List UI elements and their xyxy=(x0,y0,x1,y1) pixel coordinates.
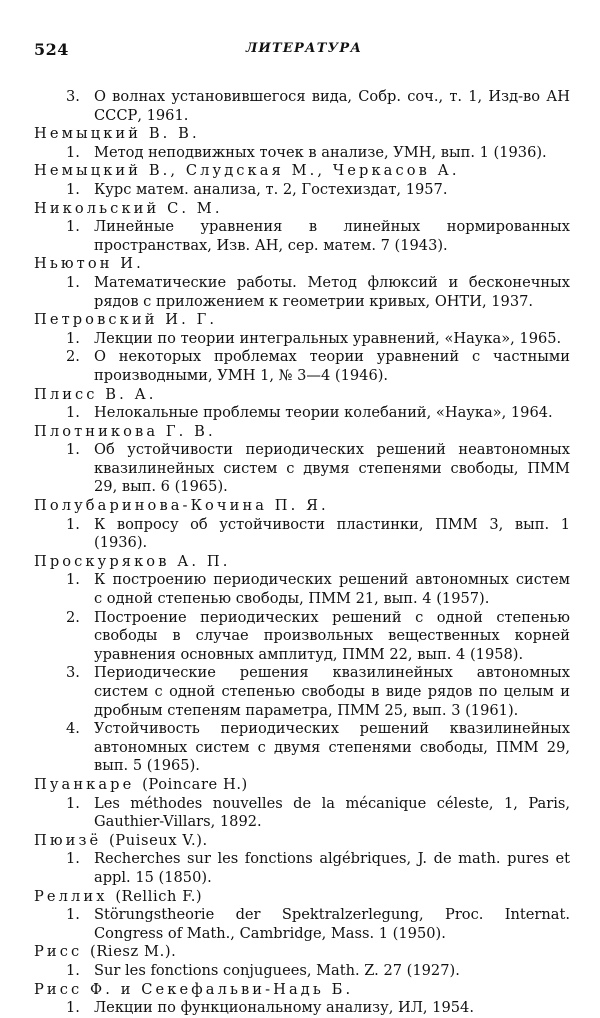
bib-entry xyxy=(34,88,570,125)
entry-number: 4. xyxy=(66,720,80,738)
author-name: Проскуряков А. П. xyxy=(34,552,231,570)
author-name: Рисс xyxy=(34,943,83,961)
entry-number: 2. xyxy=(66,608,80,626)
author-heading xyxy=(34,497,570,516)
entry-text: К построению периодических решений автономных систем с одной степенью свободы, ПММ 21, вып. 4 (1957). xyxy=(94,571,570,608)
entry-number: 1. xyxy=(66,999,80,1017)
bib-entry xyxy=(34,218,570,255)
author-name: Петровский И. Г. xyxy=(34,311,218,329)
entry-number: 3. xyxy=(66,664,80,682)
author-name: Немыцкий В., Слудская М., Черкасов А. xyxy=(34,162,460,180)
entry-text: Линейные уравнения в линейных нормированных пространствах, Изв. АН, сер. матем. 7 (1943). xyxy=(94,218,570,254)
entry-number: 1. xyxy=(66,850,80,868)
bib-entry xyxy=(34,906,570,943)
entry-text: Курс матем. анализа, т. 2, Гостехиздат, 1957. xyxy=(94,180,448,198)
author-name: Немыцкий В. В. xyxy=(34,125,200,143)
bib-entry xyxy=(34,609,570,665)
entry-number: 1. xyxy=(66,273,80,291)
bib-entry xyxy=(34,348,570,385)
author-name: Пуанкаре xyxy=(34,775,135,793)
entry-number: 1. xyxy=(66,906,80,924)
page-number: 524 xyxy=(34,40,69,59)
entry-text: Sur les fonctions conjuguees, Math. Z. 27 (1927). xyxy=(94,961,460,979)
entry-number: 3. xyxy=(66,88,80,105)
entry-text: Построение периодических решений с одной степенью свободы в случае произвольных вещественных корней уравнения основных амплитуд, ПММ 22, вып. 4 (1958). xyxy=(94,608,570,663)
author-heading xyxy=(34,386,570,405)
entry-text: О волнах установившегося вида, Собр. соч., т. 1, Изд-во АН СССР, 1961. xyxy=(94,88,570,124)
author-heading xyxy=(34,832,570,851)
author-heading xyxy=(34,162,570,181)
entry-text: Störungstheorie der Spektralzerlegung, Proc. Internat. Congress of Math., Cambridge, Mass. 1 (1950). xyxy=(94,906,570,942)
author-heading xyxy=(34,888,570,907)
author-latin-name: (Puiseux V.). xyxy=(109,831,208,849)
bib-entry xyxy=(34,962,570,981)
entry-number: 1. xyxy=(66,571,80,589)
entry-text: Математические работы. Метод флюксий и бесконечных рядов с приложением к геометрии кривых, ОНТИ, 1937. xyxy=(94,273,570,310)
entry-text: Лекции по теории интегральных уравнений, «Наука», 1965. xyxy=(94,329,562,347)
entry-text: Лекции по функциональному анализу, ИЛ, 1954. xyxy=(94,999,474,1017)
author-heading xyxy=(34,553,570,572)
author-heading xyxy=(34,943,570,962)
author-heading xyxy=(34,125,570,144)
entry-number: 1. xyxy=(66,515,80,533)
bib-entry xyxy=(34,516,570,553)
bib-entry xyxy=(34,571,570,608)
entry-number: 1. xyxy=(66,794,80,812)
author-name: Плисс В. А. xyxy=(34,385,157,403)
author-name: Полубаринова-Кочина П. Я. xyxy=(34,497,329,515)
bib-entry xyxy=(34,404,570,423)
author-heading xyxy=(34,776,570,795)
author-latin-name: (Riesz M.). xyxy=(90,943,177,961)
entry-number: 1. xyxy=(66,180,80,198)
author-heading xyxy=(34,981,570,1000)
entry-number: 1. xyxy=(66,143,80,161)
entry-text: К вопросу об устойчивости пластинки, ПММ 3, вып. 1 (1936). xyxy=(94,515,570,552)
entry-text: Recherches sur les fonctions algébriques, J. de math. pures et appl. 15 (1850). xyxy=(94,850,570,886)
bib-entry xyxy=(34,850,570,887)
entry-number: 1. xyxy=(66,329,80,347)
author-name: Рисс Ф. и Секефальви-Надь Б. xyxy=(34,980,354,998)
bib-entry xyxy=(34,795,570,832)
author-heading xyxy=(34,423,570,442)
entry-text: Устойчивость периодических решений квазилинейных автономных систем с двумя степенями свободы, ПММ 29, вып. 5 (1965). xyxy=(94,720,570,775)
bib-entry xyxy=(34,330,570,349)
entry-text: Нелокальные проблемы теории колебаний, «Наука», 1964. xyxy=(94,404,553,422)
author-heading xyxy=(34,255,570,274)
running-title: ЛИТЕРАТУРА xyxy=(245,41,363,56)
bib-entry xyxy=(34,181,570,200)
author-name: Плотникова Г. В. xyxy=(34,422,216,440)
bib-entry xyxy=(34,999,570,1018)
author-heading xyxy=(34,311,570,330)
entry-number: 1. xyxy=(66,441,80,459)
author-latin-name: (Poincare H.) xyxy=(142,775,248,793)
author-heading xyxy=(34,200,570,219)
author-latin-name: (Rellich F.) xyxy=(115,887,203,905)
author-name: Ньютон И. xyxy=(34,255,144,273)
author-name: Пюизё xyxy=(34,831,102,849)
entry-text: О некоторых проблемах теории уравнений с частными производными, УМН 1, № 3—4 (1946). xyxy=(94,348,570,384)
author-name: Реллих xyxy=(34,887,108,905)
entry-text: Периодические решения квазилинейных автономных систем с одной степенью свободы в виде рядов по целым и дробным степеням параметра, ПММ 25, вып. 3 (1961). xyxy=(94,664,570,719)
page-header xyxy=(34,40,574,60)
bibliography-list xyxy=(34,88,570,1018)
entry-number: 1. xyxy=(66,218,80,236)
bib-entry xyxy=(34,274,570,311)
bib-entry xyxy=(34,144,570,163)
author-name: Никольский С. М. xyxy=(34,199,223,217)
entry-number: 2. xyxy=(66,348,80,366)
entry-text: Об устойчивости периодических решений неавтономных квазилинейных систем с двумя степенями свободы, ПММ 29, вып. 6 (1965). xyxy=(94,441,570,496)
entry-text: Les méthodes nouvelles de la mécanique céleste, 1, Paris, Gauthier-Villars, 1892. xyxy=(94,794,570,831)
bib-entry xyxy=(34,441,570,497)
entry-number: 1. xyxy=(66,961,80,979)
entry-text: Метод неподвижных точек в анализе, УМН, вып. 1 (1936). xyxy=(94,143,547,161)
entry-number: 1. xyxy=(66,404,80,422)
bib-entry xyxy=(34,720,570,776)
bib-entry xyxy=(34,664,570,720)
